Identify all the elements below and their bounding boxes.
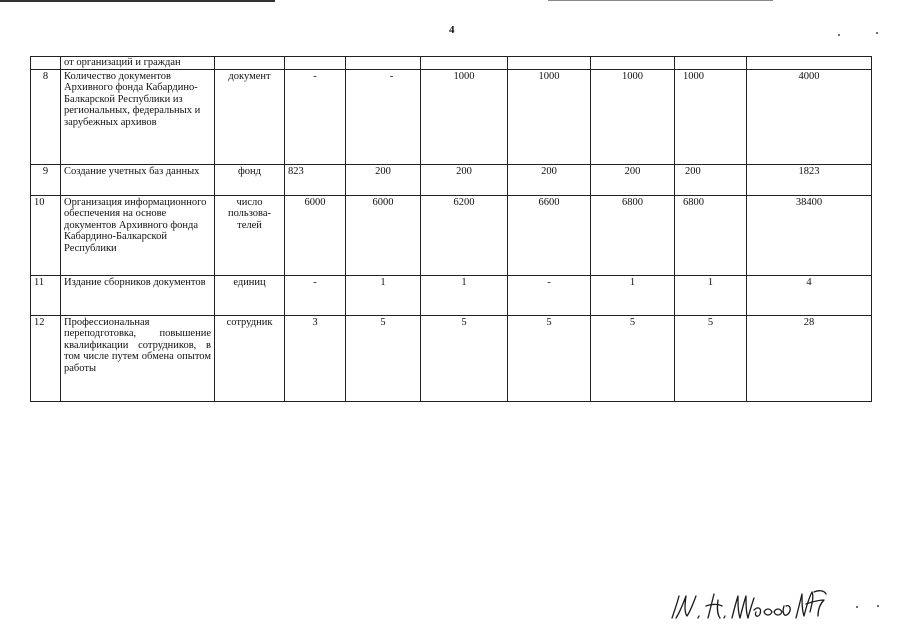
value-cell: 823 (285, 164, 346, 195)
value-cell: 1 (421, 275, 508, 315)
value-cell: 5 (675, 315, 747, 401)
value-cell: 5 (508, 315, 591, 401)
row-number: 10 (31, 195, 61, 275)
value-cell: 200 (421, 164, 508, 195)
handwritten-signature (668, 582, 848, 628)
scan-speck (877, 605, 879, 607)
description-cell: Профессиональная переподготовка, повышение квалификации сотрудников, в том числе путем обмена опытом работы (61, 315, 215, 401)
top-edge-line-left (0, 0, 275, 2)
value-cell: 1000 (508, 69, 591, 164)
value-cell (591, 57, 675, 70)
description-cell: Создание учетных баз данных (61, 164, 215, 195)
description-cell: Издание сборников документов (61, 275, 215, 315)
unit-cell: сотрудник (215, 315, 285, 401)
row-number: 12 (31, 315, 61, 401)
value-cell: - (346, 69, 421, 164)
value-cell: 1 (675, 275, 747, 315)
value-cell: 6000 (285, 195, 346, 275)
value-cell (675, 57, 747, 70)
value-cell: 1000 (675, 69, 747, 164)
num-cell (31, 57, 61, 70)
description-cell: Организация информационного обеспечения на основе документов Архивного фонда Кабардино-Балкарской Республики (61, 195, 215, 275)
value-cell: 1000 (421, 69, 508, 164)
row-number: 8 (31, 69, 61, 164)
unit-cell: число пользова-телей (215, 195, 285, 275)
value-cell: 5 (421, 315, 508, 401)
description-cell: от организаций и граждан (61, 57, 215, 70)
value-cell: 6600 (508, 195, 591, 275)
unit-cell (215, 57, 285, 70)
value-cell: 200 (508, 164, 591, 195)
table-row (31, 195, 872, 275)
page-number: 4 (449, 24, 455, 36)
total-cell: 1823 (747, 164, 872, 195)
unit-cell: документ (215, 69, 285, 164)
value-cell: 1 (591, 275, 675, 315)
row-number: 9 (31, 164, 61, 195)
total-cell: 38400 (747, 195, 872, 275)
value-cell (346, 57, 421, 70)
value-cell (421, 57, 508, 70)
total-cell: 4000 (747, 69, 872, 164)
description-cell: Количество документов Архивного фонда Кабардино-Балкарской Республики из региональных, федеральных и зарубежных архивов (61, 69, 215, 164)
scan-speck (876, 32, 878, 34)
scan-speck (838, 34, 840, 36)
row-number: 11 (31, 275, 61, 315)
unit-cell: фонд (215, 164, 285, 195)
table-row (31, 164, 872, 195)
value-cell: 3 (285, 315, 346, 401)
table-row (31, 315, 872, 401)
indicators-table (30, 56, 872, 402)
unit-cell: единиц (215, 275, 285, 315)
value-cell: 5 (346, 315, 421, 401)
value-cell: 1000 (591, 69, 675, 164)
value-cell (508, 57, 591, 70)
scan-speck (856, 606, 858, 608)
total-cell (747, 57, 872, 70)
value-cell: 6800 (675, 195, 747, 275)
total-cell: 28 (747, 315, 872, 401)
value-cell: 200 (346, 164, 421, 195)
value-cell: 5 (591, 315, 675, 401)
value-cell: - (508, 275, 591, 315)
total-cell: 4 (747, 275, 872, 315)
value-cell: 200 (591, 164, 675, 195)
table-row-continuation (31, 57, 872, 70)
value-cell: 200 (675, 164, 747, 195)
value-cell: 6200 (421, 195, 508, 275)
top-edge-line-right (548, 0, 773, 1)
value-cell (285, 57, 346, 70)
value-cell: 6800 (591, 195, 675, 275)
value-cell: - (285, 69, 346, 164)
table-row (31, 69, 872, 164)
value-cell: 1 (346, 275, 421, 315)
table-row (31, 275, 872, 315)
value-cell: - (285, 275, 346, 315)
value-cell: 6000 (346, 195, 421, 275)
